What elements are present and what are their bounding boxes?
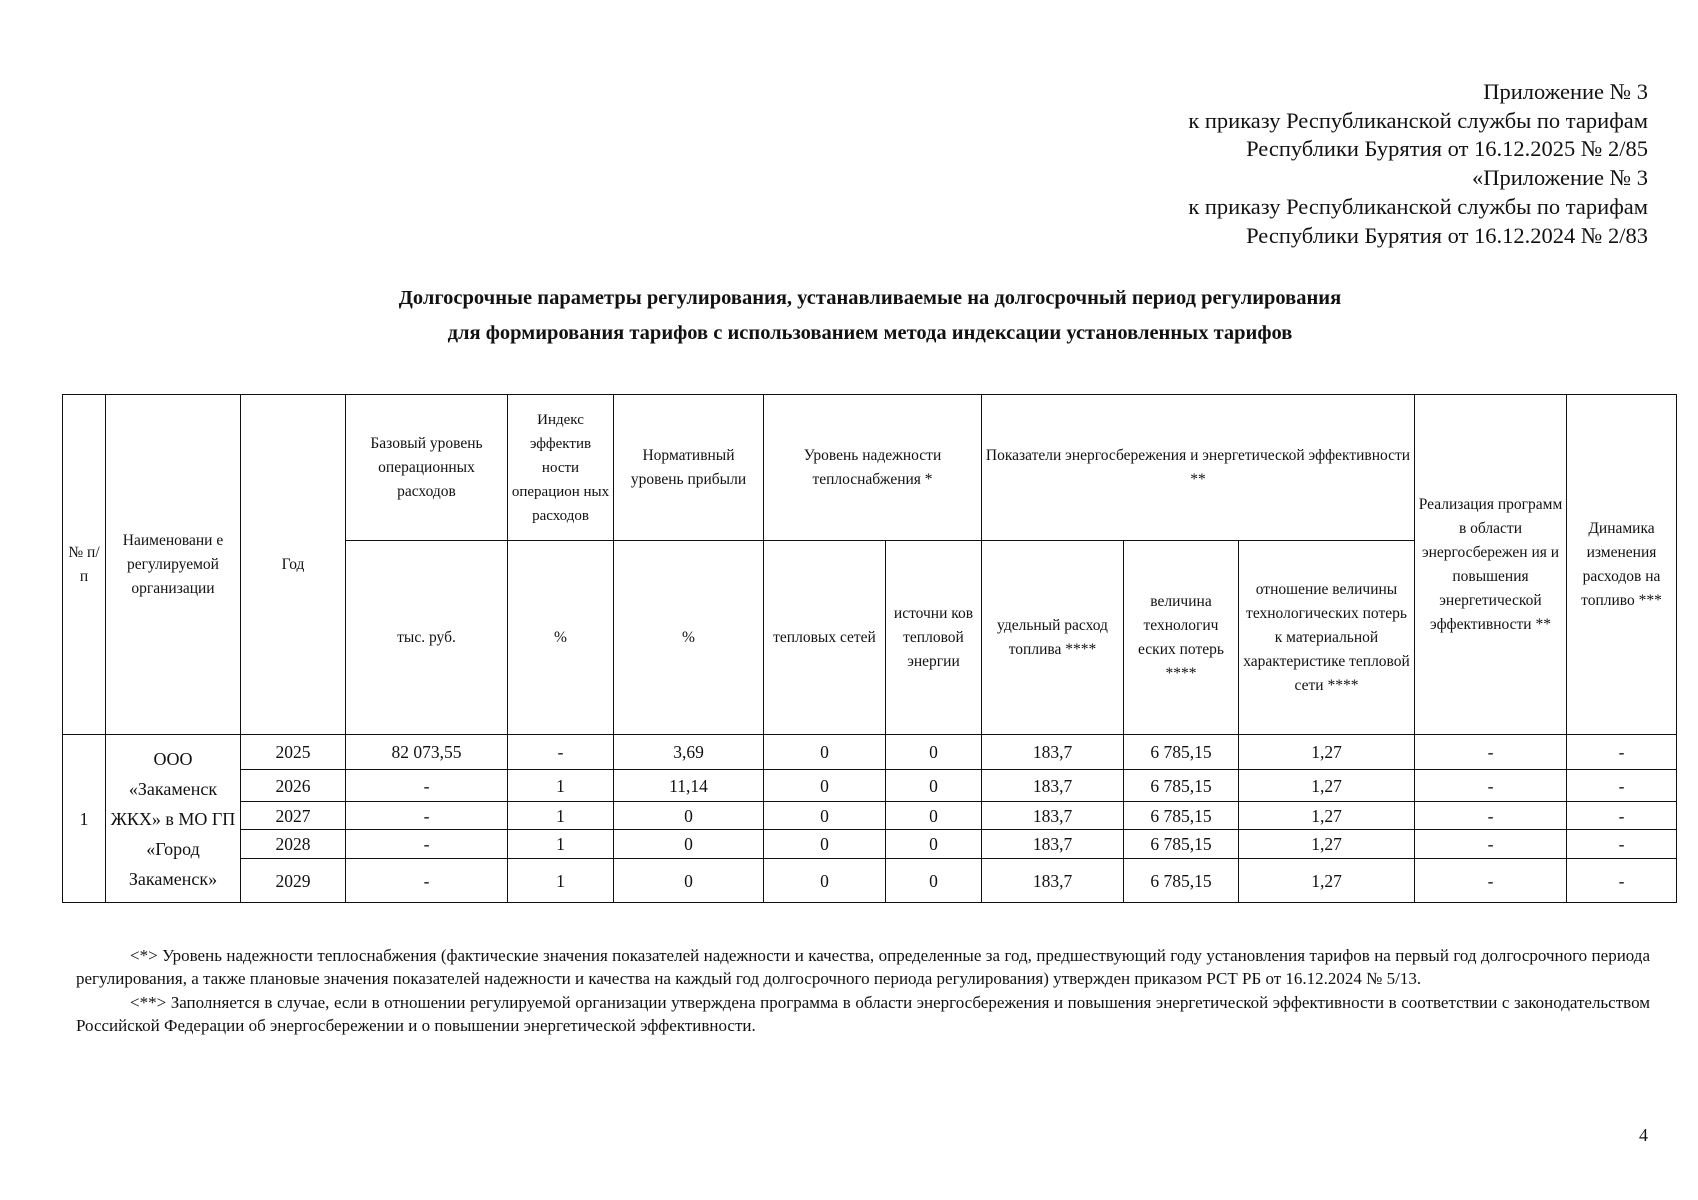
cell-profit: 11,14 — [614, 770, 764, 802]
cell-losses: 6 785,15 — [1124, 830, 1239, 859]
footnote-2-text: <**> Заполняется в случае, если в отношении регулируемой организации утверждена программа в области энергосбережения и повышения энергетической эффективности в соответствии с законодательством Российской Федерации об энергосбережении и о повышении энергетической эффективности. — [76, 992, 1650, 1035]
appendix-line: Республики Бурятия от 16.12.2024 № 2/83 — [1246, 222, 1648, 248]
cell-fuel-rate: 183,7 — [982, 859, 1124, 903]
unit-index: % — [508, 541, 614, 735]
cell-base: - — [346, 770, 508, 802]
cell-year: 2029 — [241, 859, 346, 903]
appendix-line: Приложение № 3 — [1483, 79, 1648, 104]
cell-sources: 0 — [886, 830, 982, 859]
cell-base: - — [346, 859, 508, 903]
header-en-ratio: отношение величины технологических потерь к материальной характеристике тепловой сети **** — [1239, 541, 1415, 735]
cell-losses: 6 785,15 — [1124, 770, 1239, 802]
cell-year: 2027 — [241, 802, 346, 830]
cell-programs: - — [1415, 802, 1567, 830]
cell-fuel-dyn: - — [1567, 859, 1677, 903]
footnote-2 — [76, 991, 1650, 1038]
header-org: Наименовани е регулируемой организации — [106, 395, 241, 735]
cell-fuel-rate: 183,7 — [982, 802, 1124, 830]
document-title — [0, 281, 1698, 351]
cell-losses: 6 785,15 — [1124, 859, 1239, 903]
cell-sources: 0 — [886, 859, 982, 903]
page-number: 4 — [1639, 1125, 1648, 1145]
unit-base: тыс. руб. — [346, 541, 508, 735]
appendix-line: «Приложение № 3 — [1472, 165, 1648, 191]
cell-year: 2025 — [241, 735, 346, 770]
table-row — [63, 802, 1677, 830]
cell-ratio: 1,27 — [1239, 735, 1415, 770]
cell-sources: 0 — [886, 802, 982, 830]
header-rel-networks: тепловых сетей — [764, 541, 886, 735]
cell-profit: 3,69 — [614, 735, 764, 770]
cell-fuel-rate: 183,7 — [982, 770, 1124, 802]
table-row — [63, 859, 1677, 903]
cell-sources: 0 — [886, 735, 982, 770]
header-energy: Показатели энергосбережения и энергетической эффективности ** — [982, 395, 1415, 541]
cell-programs: - — [1415, 830, 1567, 859]
cell-index: 1 — [508, 859, 614, 903]
appendix-line: Республики Бурятия от 16.12.2025 № 2/85 — [1246, 136, 1648, 162]
cell-programs: - — [1415, 735, 1567, 770]
header-en-fuel: удельный расход топлива **** — [982, 541, 1124, 735]
appendix-line: к приказу Республиканской службы по тарифам — [1188, 107, 1648, 133]
appendix-header — [1188, 78, 1648, 250]
cell-fuel-rate: 183,7 — [982, 735, 1124, 770]
header-num: № п/ п — [63, 395, 106, 735]
header-en-losses: величина технологич еских потерь **** — [1124, 541, 1239, 735]
cell-sources: 0 — [886, 770, 982, 802]
cell-profit: 0 — [614, 830, 764, 859]
header-reliability: Уровень надежности теплоснабжения * — [764, 395, 982, 541]
cell-losses: 6 785,15 — [1124, 735, 1239, 770]
unit-profit: % — [614, 541, 764, 735]
title-line-1: Долгосрочные параметры регулирования, устанавливаемые на долгосрочный период регулирования — [398, 287, 1342, 309]
cell-year: 2026 — [241, 770, 346, 802]
header-year: Год — [241, 395, 346, 735]
cell-profit: 0 — [614, 802, 764, 830]
cell-ratio: 1,27 — [1239, 830, 1415, 859]
cell-base: 82 073,55 — [346, 735, 508, 770]
header-fuel: Динамика изменения расходов на топливо *** — [1567, 395, 1677, 735]
cell-ratio: 1,27 — [1239, 859, 1415, 903]
cell-ratio: 1,27 — [1239, 802, 1415, 830]
cell-base: - — [346, 802, 508, 830]
cell-fuel-dyn: - — [1567, 770, 1677, 802]
org-name: ООО «Закаменск ЖКХ» в МО ГП «Город Закаменск» — [106, 735, 241, 903]
appendix-line: к приказу Республиканской службы по тарифам — [1188, 193, 1648, 219]
header-rel-sources: источни ков тепловой энергии — [886, 541, 982, 735]
cell-losses: 6 785,15 — [1124, 802, 1239, 830]
cell-networks: 0 — [764, 802, 886, 830]
header-eff-index: Индекс эффектив ности операцион ных расходов — [508, 395, 614, 541]
cell-index: - — [508, 735, 614, 770]
cell-ratio: 1,27 — [1239, 770, 1415, 802]
cell-fuel-dyn: - — [1567, 830, 1677, 859]
footnote-1 — [76, 944, 1650, 991]
header-profit: Нормативный уровень прибыли — [614, 395, 764, 541]
footnote-1-text: <*> Уровень надежности теплоснабжения (фактические значения показателей надежности и качества, определенные за год, предшествующий году установления тарифов на первый год долгосрочного периода регулирования, а также плановые значения показателей надежности и качества на каждый год долгосрочного периода регулирования) утвержден приказом РСТ РБ от 16.12.2024 № 5/13. — [76, 946, 1650, 989]
cell-index: 1 — [508, 802, 614, 830]
cell-programs: - — [1415, 859, 1567, 903]
cell-fuel-rate: 183,7 — [982, 830, 1124, 859]
cell-year: 2028 — [241, 830, 346, 859]
cell-programs: - — [1415, 770, 1567, 802]
cell-profit: 0 — [614, 859, 764, 903]
table-row — [63, 830, 1677, 859]
header-base-cost: Базовый уровень операционных расходов — [346, 395, 508, 541]
cell-networks: 0 — [764, 859, 886, 903]
row-number: 1 — [63, 735, 106, 903]
table-row — [63, 770, 1677, 802]
cell-base: - — [346, 830, 508, 859]
cell-index: 1 — [508, 830, 614, 859]
cell-networks: 0 — [764, 735, 886, 770]
footnotes — [76, 944, 1650, 1037]
cell-index: 1 — [508, 770, 614, 802]
cell-networks: 0 — [764, 770, 886, 802]
cell-fuel-dyn: - — [1567, 735, 1677, 770]
parameters-table — [62, 394, 1677, 903]
table-row — [63, 735, 1677, 770]
cell-networks: 0 — [764, 830, 886, 859]
header-programs: Реализация программ в области энергосбережен ия и повышения энергетической эффективности ** — [1415, 395, 1567, 735]
title-line-2: для формирования тарифов с использованием метода индексации установленных тарифов — [447, 322, 1293, 344]
cell-fuel-dyn: - — [1567, 802, 1677, 830]
